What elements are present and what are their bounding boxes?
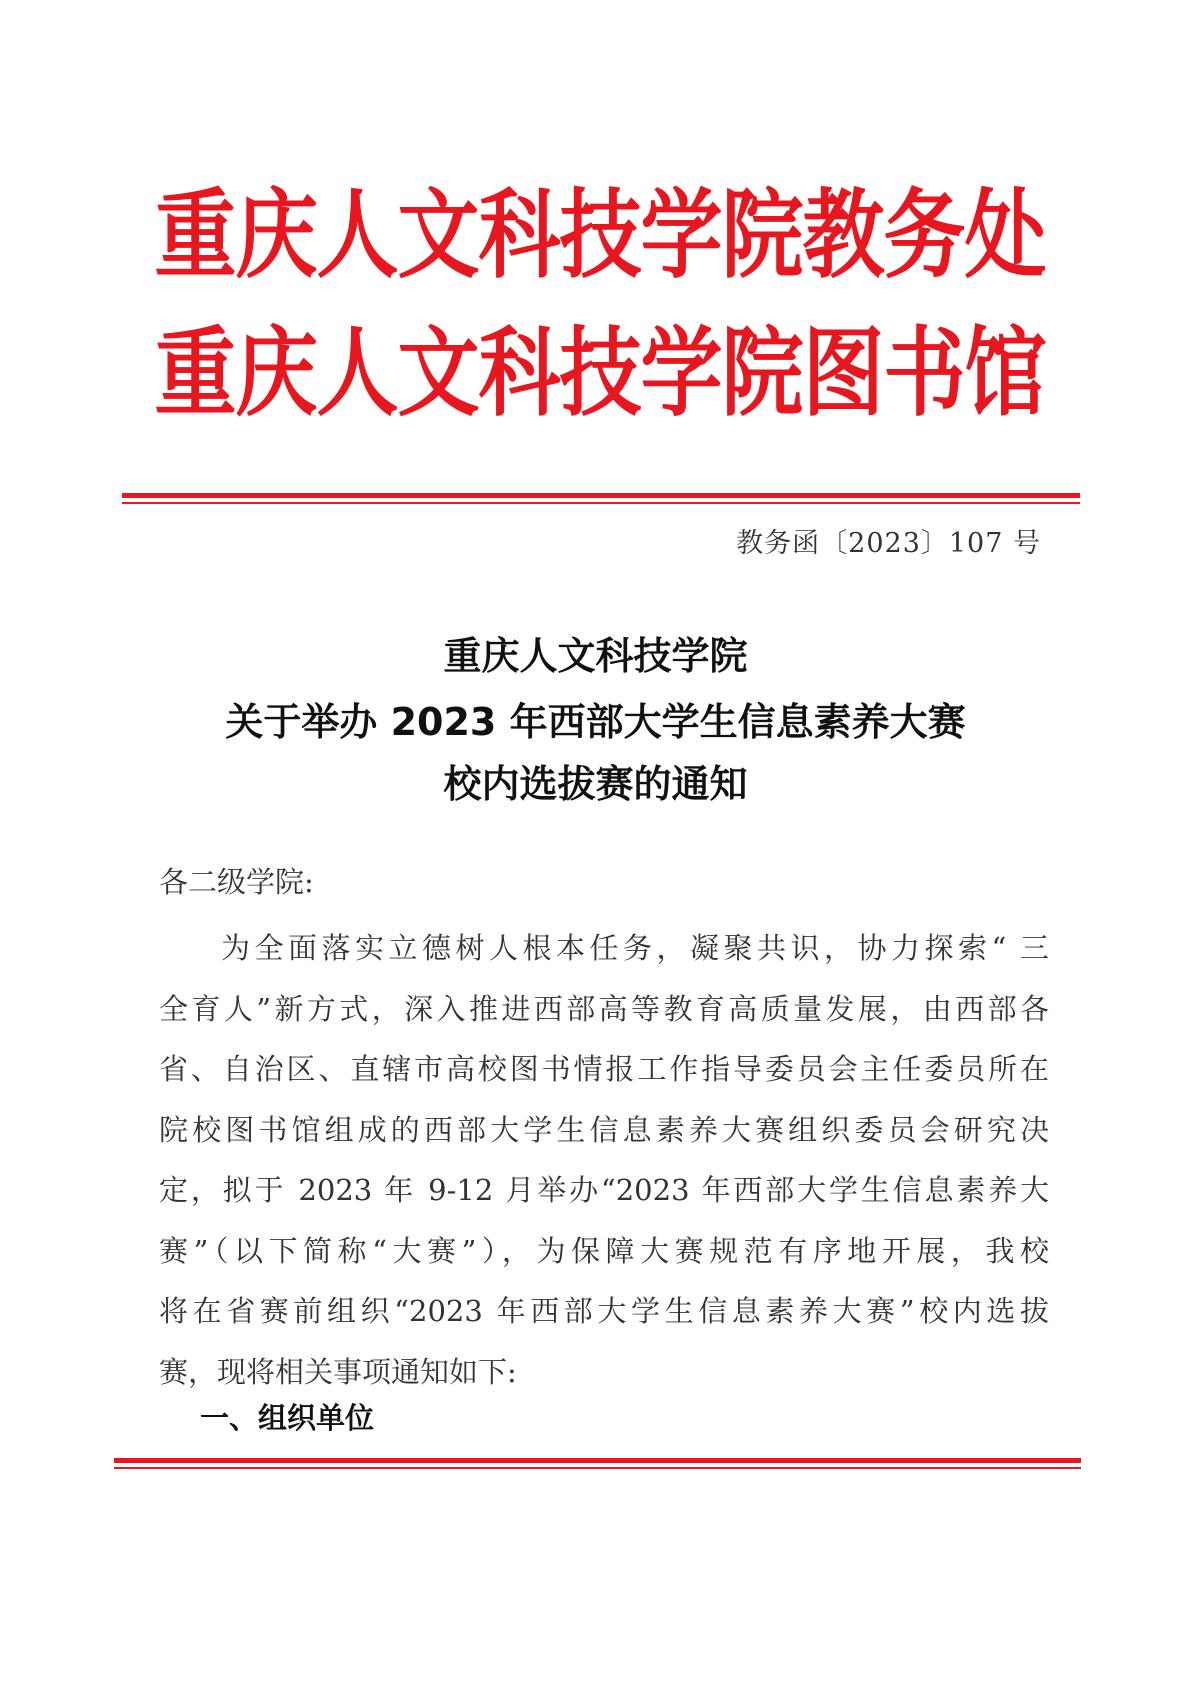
issuer-name-academic-affairs: 重庆人文科技学院教务处 xyxy=(154,180,1046,293)
body-paragraph-line: 定，拟于 2023 年 9-12 月举办“2023 年西部大学生信息素养大 xyxy=(159,1173,1049,1207)
top-red-rule-thick xyxy=(122,493,1080,498)
body-paragraph-line: 为全面落实立德树人根本任务，凝聚共识，协力探索“ 三 xyxy=(221,931,1049,965)
issuer-name-library: 重庆人文科技学院图书馆 xyxy=(154,318,1046,431)
body-paragraph-line: 院校图书馆组成的西部大学生信息素养大赛组织委员会研究决 xyxy=(159,1113,1049,1147)
top-red-rule-thin xyxy=(122,502,1080,504)
body-paragraph-line: 全育人”新方式，深入推进西部高等教育高质量发展，由西部各 xyxy=(159,992,1049,1026)
body-paragraph-line: 赛，现将相关事项通知如下: xyxy=(159,1355,517,1389)
bottom-red-rule-thin xyxy=(114,1467,1081,1469)
document-title-line-1: 重庆人文科技学院 xyxy=(443,634,748,678)
bottom-red-rule-thick xyxy=(114,1458,1081,1463)
body-paragraph-line: 将在省赛前组织“2023 年西部大学生信息素养大赛”校内选拔 xyxy=(159,1294,1049,1328)
section-heading-organizers: 一、组织单位 xyxy=(200,1401,375,1435)
document-number: 教务函〔2023〕107 号 xyxy=(736,528,1041,559)
document-title-line-2: 关于举办 2023 年西部大学生信息素养大赛 xyxy=(225,700,966,744)
salutation: 各二级学院: xyxy=(159,865,314,899)
document-title-line-3: 校内选拔赛的通知 xyxy=(443,762,748,806)
body-paragraph-line: 省、自治区、直辖市高校图书情报工作指导委员会主任委员所在 xyxy=(159,1052,1049,1086)
body-paragraph-line: 赛”（以下简称“大赛”），为保障大赛规范有序地开展，我校 xyxy=(159,1234,1049,1268)
